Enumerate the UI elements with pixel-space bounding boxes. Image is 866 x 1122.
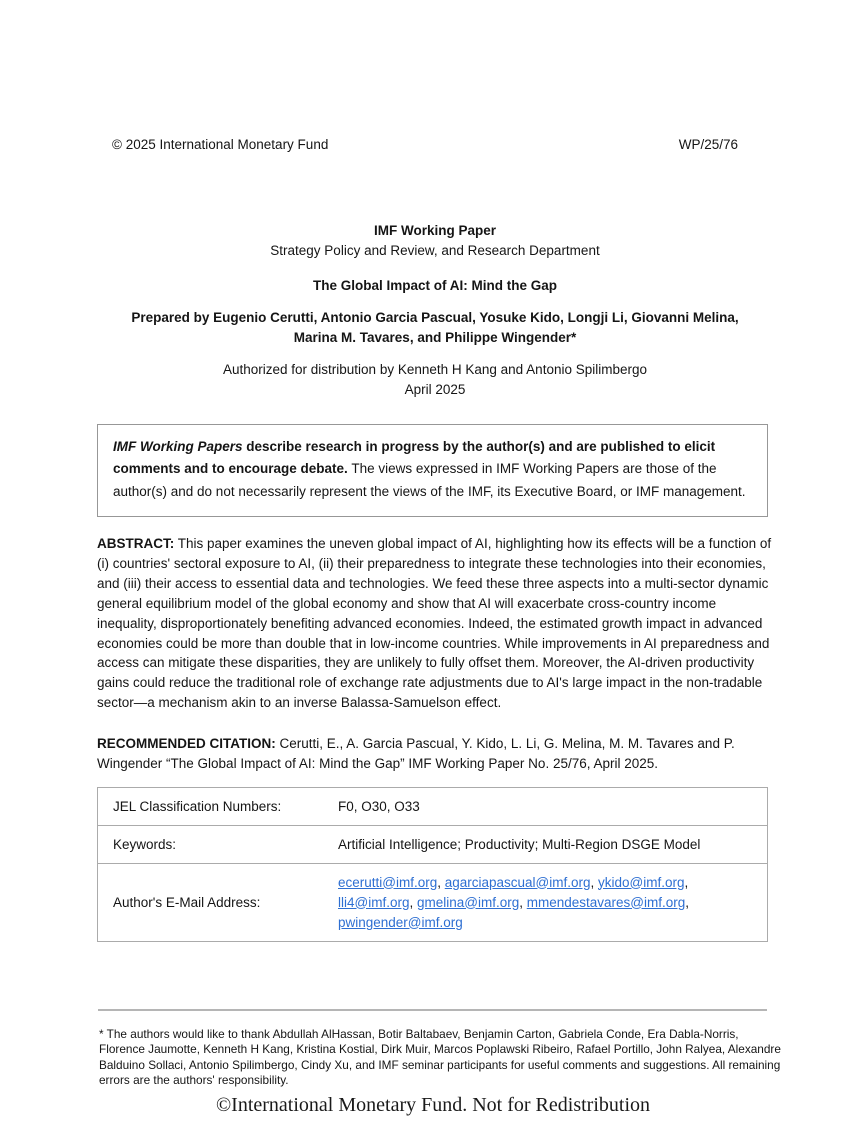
emails-label: Author's E-Mail Address:: [113, 895, 261, 910]
keywords-value: Artificial Intelligence; Productivity; Multi-Region DSGE Model: [338, 836, 701, 852]
footnote-text: * The authors would like to thank Abdullah AlHassan, Botir Baltabaev, Benjamin Carton, Gabriela Conde, Era Dabla-Norris, Florence Jaumotte, Kenneth H Kang, Kristina Kostial, Dirk Muir, Marcos Poplawski Ribeiro, Rafael Portillo, John Ralyea, Alexandre Balduino Sollaci, Antonio Spilimbergo, Cindy Xu, and IMF seminar participants for useful comments and suggestions. All remaining errors are the authors' responsibility.: [99, 1027, 781, 1087]
email-link[interactable]: pwingender@imf.org: [338, 914, 463, 930]
disclaimer-italic-bold: IMF Working Papers: [113, 439, 243, 454]
authorized-line: Authorized for distribution by Kenneth H Kang and Antonio Spilimbergo: [222, 362, 648, 377]
citation-text: Cerutti, E., A. Garcia Pascual, Y. Kido, L. Li, G. Melina, M. M. Tavares and P. Wingender “The Global Impact of AI: Mind the Gap” IMF Working Paper No. 25/76, April 2025.: [97, 736, 735, 771]
paper-title: The Global Impact of AI: Mind the Gap: [312, 278, 557, 293]
abstract-paragraph: [97, 534, 773, 713]
footnote-separator: [98, 1009, 767, 1011]
authors-line-1: Prepared by Eugenio Cerutti, Antonio Garcia Pascual, Yosuke Kido, Longji Li, Giovanni Melina,: [131, 310, 739, 325]
email-link[interactable]: ecerutti@imf.org: [338, 874, 438, 890]
authors-line-2: Marina M. Tavares, and Philippe Wingender*: [293, 329, 577, 345]
authorized-block: [97, 360, 773, 400]
disclaimer-box: [97, 424, 768, 517]
email-link[interactable]: lli4@imf.org: [338, 894, 410, 910]
disclaimer-bold: describe research in progress by the author(s) and are published to elicit comments and to encourage debate.: [113, 439, 716, 477]
email-link[interactable]: gmelina@imf.org: [416, 894, 520, 910]
abstract-text: This paper examines the uneven global impact of AI, highlighting how its effects will be a function of (i) countries' sectoral exposure to AI, (ii) their preparedness to integrate these technologies into their economies, and (iii) their access to essential data and technologies. We feed these three aspects into a multi-sector dynamic general equilibrium model of the global economy and show that AI will exacerbate cross-country income inequality, disproportionately benefiting advanced economies. Indeed, the estimated growth impact in advanced economies could be more than double that in low-income countries. While improvements in AI preparedness and access can mitigate these disparities, they are unlikely to fully offset them. Moreover, the AI-driven productivity gains could reduce the traditional role of exchange rate adjustments due to AI's large impact in the non-tradable sector—a mechanism akin to an inverse Balassa-Samuelson effect.: [97, 536, 772, 711]
department-line: Strategy Policy and Review, and Research Department: [270, 242, 600, 258]
series-block: [97, 221, 773, 260]
email-links: ecerutti@imf.org, agarciapascual@imf.org, ykido@imf.org, lli4@imf.org, gmelina@imf.org, mmendestavares@imf.org, pwingender@imf.org: [338, 874, 690, 930]
table-row-jel: [98, 788, 767, 825]
paper-number: WP/25/76: [678, 137, 738, 152]
email-link[interactable]: agarciapascual@imf.org: [444, 874, 591, 890]
email-link[interactable]: ykido@imf.org: [598, 874, 685, 890]
table-row-keywords: [98, 825, 767, 863]
copyright-text: © 2025 International Monetary Fund: [112, 137, 329, 152]
recommended-citation: [97, 734, 773, 774]
citation-label: RECOMMENDED CITATION:: [97, 736, 276, 751]
keywords-label: Keywords:: [113, 837, 177, 852]
page-header: [112, 137, 738, 152]
jel-value: F0, O30, O33: [338, 798, 420, 814]
metadata-table: [97, 787, 768, 942]
redistribution-notice: ©International Monetary Fund. Not for Redistribution: [215, 1094, 650, 1116]
date-line: April 2025: [404, 382, 466, 397]
jel-label: JEL Classification Numbers:: [113, 799, 282, 814]
series-title: IMF Working Paper: [373, 223, 496, 238]
disclaimer-regular: The views expressed in IMF Working Papers are those of the author(s) and do not necessarily represent the views of the IMF, its Executive Board, or IMF management.: [113, 461, 746, 499]
abstract-label: ABSTRACT:: [97, 536, 175, 551]
email-link[interactable]: mmendestavares@imf.org: [526, 894, 686, 910]
table-row-emails: [98, 863, 767, 941]
authors-block: [97, 308, 773, 347]
